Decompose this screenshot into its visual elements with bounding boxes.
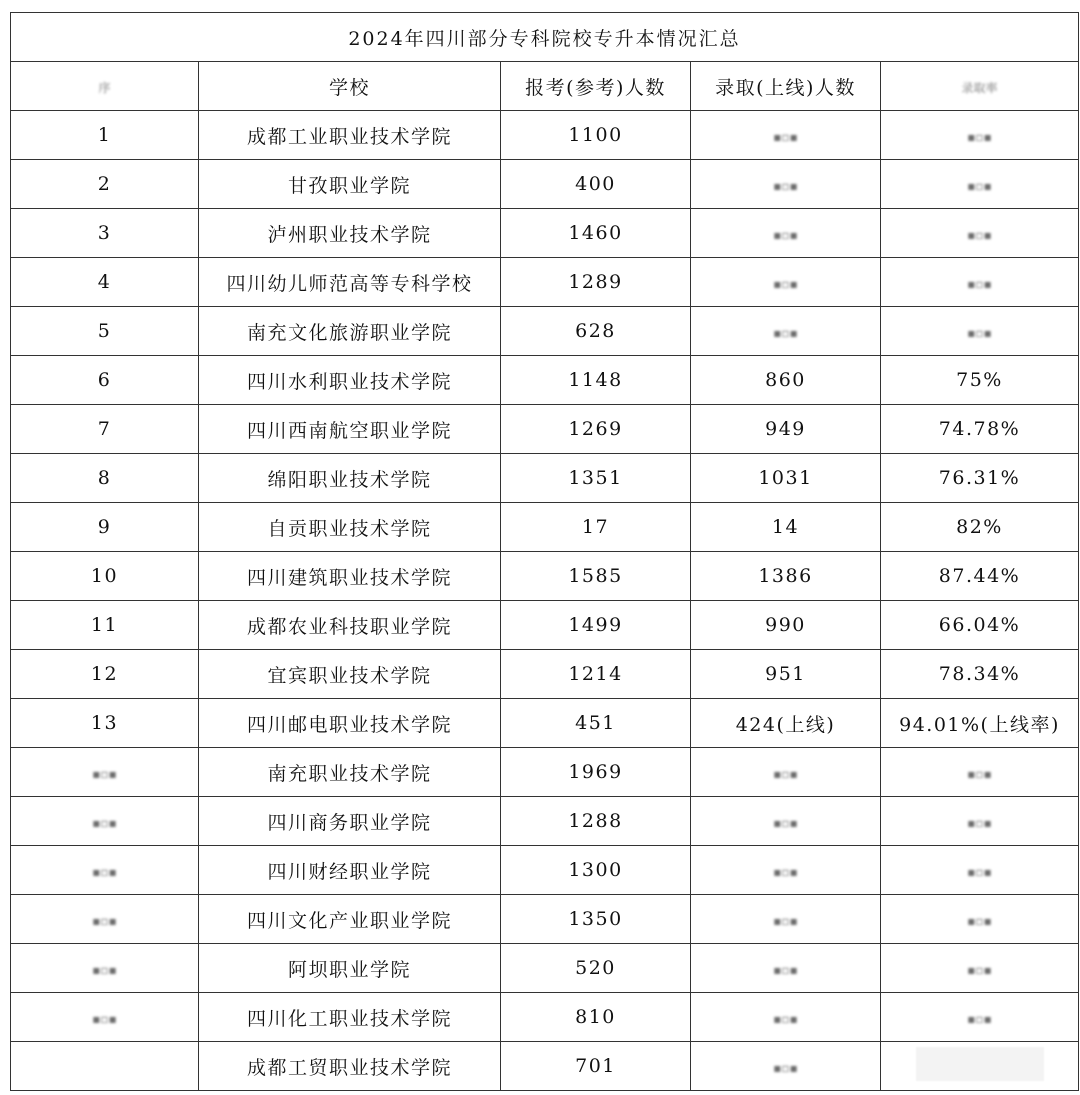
redacted-value: ▪▫▪: [92, 767, 117, 781]
row-school: 四川邮电职业技术学院: [199, 699, 501, 748]
row-index: 1: [11, 111, 199, 160]
row-index: [11, 993, 199, 1042]
row-school: 自贡职业技术学院: [199, 503, 501, 552]
row-rate: [881, 895, 1079, 944]
table-row: [11, 405, 1079, 454]
table-row: [11, 258, 1079, 307]
row-admitted: [691, 258, 881, 307]
redacted-value: ▪▫▪: [773, 963, 798, 977]
row-rate: 87.44%: [881, 552, 1079, 601]
redacted-value: [916, 1047, 1044, 1081]
row-rate: [881, 307, 1079, 356]
redacted-value: ▪▫▪: [773, 326, 798, 340]
row-index: 10: [11, 552, 199, 601]
row-applied: 1350: [501, 895, 691, 944]
row-index: [11, 1042, 199, 1091]
row-rate: 76.31%: [881, 454, 1079, 503]
table-row: [11, 699, 1079, 748]
table-row: [11, 797, 1079, 846]
row-admitted: [691, 209, 881, 258]
row-index: 7: [11, 405, 199, 454]
row-index: [11, 748, 199, 797]
redacted-value: ▪▫▪: [92, 816, 117, 830]
row-applied: 1585: [501, 552, 691, 601]
header-admitted: 录取(上线)人数: [691, 62, 881, 111]
row-rate: 94.01%(上线率): [881, 699, 1079, 748]
table-row: [11, 601, 1079, 650]
row-rate: [881, 1042, 1079, 1091]
row-admitted: 990: [691, 601, 881, 650]
row-index: [11, 797, 199, 846]
table-row: [11, 895, 1079, 944]
redacted-value: ▪▫▪: [967, 179, 992, 193]
row-school: 泸州职业技术学院: [199, 209, 501, 258]
row-index: [11, 846, 199, 895]
summary-sheet: [10, 12, 1078, 1091]
redacted-value: ▪▫▪: [967, 816, 992, 830]
row-index: 9: [11, 503, 199, 552]
row-applied: 1969: [501, 748, 691, 797]
row-school: 四川财经职业学院: [199, 846, 501, 895]
row-rate: [881, 748, 1079, 797]
row-rate: [881, 160, 1079, 209]
header-applied: 报考(参考)人数: [501, 62, 691, 111]
row-admitted: [691, 846, 881, 895]
table-row: [11, 650, 1079, 699]
row-school: 四川商务职业学院: [199, 797, 501, 846]
row-applied: 1269: [501, 405, 691, 454]
redacted-value: ▪▫▪: [773, 179, 798, 193]
redacted-value: ▪▫▪: [92, 914, 117, 928]
row-applied: 17: [501, 503, 691, 552]
row-school: 宜宾职业技术学院: [199, 650, 501, 699]
row-admitted: 949: [691, 405, 881, 454]
row-rate: 82%: [881, 503, 1079, 552]
row-admitted: 860: [691, 356, 881, 405]
row-school: 阿坝职业学院: [199, 944, 501, 993]
row-index: 8: [11, 454, 199, 503]
header-row: [11, 62, 1079, 111]
header-school: 学校: [199, 62, 501, 111]
table-row: [11, 944, 1079, 993]
row-rate: 74.78%: [881, 405, 1079, 454]
redacted-value: ▪▫▪: [967, 277, 992, 291]
row-admitted: 1031: [691, 454, 881, 503]
row-applied: 1351: [501, 454, 691, 503]
table-row: [11, 993, 1079, 1042]
redacted-value: ▪▫▪: [773, 865, 798, 879]
redacted-value: ▪▫▪: [773, 816, 798, 830]
table-row: [11, 748, 1079, 797]
header-index: 序: [11, 62, 199, 111]
row-rate: [881, 993, 1079, 1042]
row-admitted: [691, 797, 881, 846]
redacted-value: ▪▫▪: [967, 1012, 992, 1026]
row-applied: 810: [501, 993, 691, 1042]
row-index: 4: [11, 258, 199, 307]
row-applied: 701: [501, 1042, 691, 1091]
table-row: [11, 1042, 1079, 1091]
row-rate: [881, 209, 1079, 258]
row-applied: 1289: [501, 258, 691, 307]
row-admitted: [691, 993, 881, 1042]
row-school: 甘孜职业学院: [199, 160, 501, 209]
redacted-value: ▪▫▪: [92, 963, 117, 977]
redacted-value: ▪▫▪: [773, 277, 798, 291]
table-row: [11, 356, 1079, 405]
row-index: [11, 944, 199, 993]
table-row: [11, 503, 1079, 552]
row-school: 成都工业职业技术学院: [199, 111, 501, 160]
redacted-value: ▪▫▪: [773, 130, 798, 144]
row-rate: [881, 111, 1079, 160]
row-rate: [881, 944, 1079, 993]
table-row: [11, 209, 1079, 258]
row-applied: 1148: [501, 356, 691, 405]
row-rate: 75%: [881, 356, 1079, 405]
redacted-value: ▪▫▪: [967, 130, 992, 144]
row-applied: 1214: [501, 650, 691, 699]
table-body: [11, 111, 1079, 1091]
row-school: 四川幼儿师范高等专科学校: [199, 258, 501, 307]
row-school: 南充文化旅游职业学院: [199, 307, 501, 356]
redacted-value: ▪▫▪: [967, 963, 992, 977]
row-index: 6: [11, 356, 199, 405]
row-index: 11: [11, 601, 199, 650]
row-index: 12: [11, 650, 199, 699]
row-applied: 520: [501, 944, 691, 993]
row-applied: 1499: [501, 601, 691, 650]
row-school: 成都工贸职业技术学院: [199, 1042, 501, 1091]
row-school: 四川水利职业技术学院: [199, 356, 501, 405]
table-row: [11, 160, 1079, 209]
row-applied: 400: [501, 160, 691, 209]
row-applied: 1300: [501, 846, 691, 895]
row-index: 13: [11, 699, 199, 748]
row-admitted: [691, 160, 881, 209]
row-index: [11, 895, 199, 944]
table-row: [11, 111, 1079, 160]
redacted-value: ▪▫▪: [967, 865, 992, 879]
row-admitted: [691, 895, 881, 944]
row-index: 2: [11, 160, 199, 209]
row-admitted: 424(上线): [691, 699, 881, 748]
row-school: 四川化工职业技术学院: [199, 993, 501, 1042]
redacted-value: ▪▫▪: [967, 228, 992, 242]
redacted-value: ▪▫▪: [967, 914, 992, 928]
row-admitted: [691, 307, 881, 356]
redacted-value: ▪▫▪: [92, 865, 117, 879]
row-school: 绵阳职业技术学院: [199, 454, 501, 503]
redacted-value: ▪▫▪: [773, 767, 798, 781]
row-admitted: 951: [691, 650, 881, 699]
row-index: 5: [11, 307, 199, 356]
row-school: 四川西南航空职业学院: [199, 405, 501, 454]
row-admitted: 1386: [691, 552, 881, 601]
row-index: 3: [11, 209, 199, 258]
row-rate: 66.04%: [881, 601, 1079, 650]
row-rate: [881, 846, 1079, 895]
redacted-value: ▪▫▪: [967, 326, 992, 340]
row-admitted: [691, 1042, 881, 1091]
row-applied: 1100: [501, 111, 691, 160]
redacted-value: ▪▫▪: [773, 914, 798, 928]
row-applied: 1460: [501, 209, 691, 258]
row-school: 四川文化产业职业学院: [199, 895, 501, 944]
header-rate: 录取率: [881, 62, 1079, 111]
row-admitted: [691, 944, 881, 993]
table-row: [11, 307, 1079, 356]
table-row: [11, 846, 1079, 895]
redacted-value: ▪▫▪: [773, 228, 798, 242]
row-rate: [881, 258, 1079, 307]
row-school: 成都农业科技职业学院: [199, 601, 501, 650]
row-admitted: [691, 111, 881, 160]
table-row: [11, 454, 1079, 503]
row-admitted: [691, 748, 881, 797]
row-school: 南充职业技术学院: [199, 748, 501, 797]
summary-table: [10, 12, 1079, 1091]
row-rate: 78.34%: [881, 650, 1079, 699]
redacted-value: ▪▫▪: [967, 767, 992, 781]
row-applied: 628: [501, 307, 691, 356]
redacted-value: ▪▫▪: [773, 1061, 798, 1075]
row-rate: [881, 797, 1079, 846]
redacted-value: ▪▫▪: [92, 1012, 117, 1026]
redacted-value: ▪▫▪: [773, 1012, 798, 1026]
row-applied: 451: [501, 699, 691, 748]
row-applied: 1288: [501, 797, 691, 846]
table-title: 2024年四川部分专科院校专升本情况汇总: [11, 13, 1079, 62]
row-school: 四川建筑职业技术学院: [199, 552, 501, 601]
row-admitted: 14: [691, 503, 881, 552]
table-row: [11, 552, 1079, 601]
